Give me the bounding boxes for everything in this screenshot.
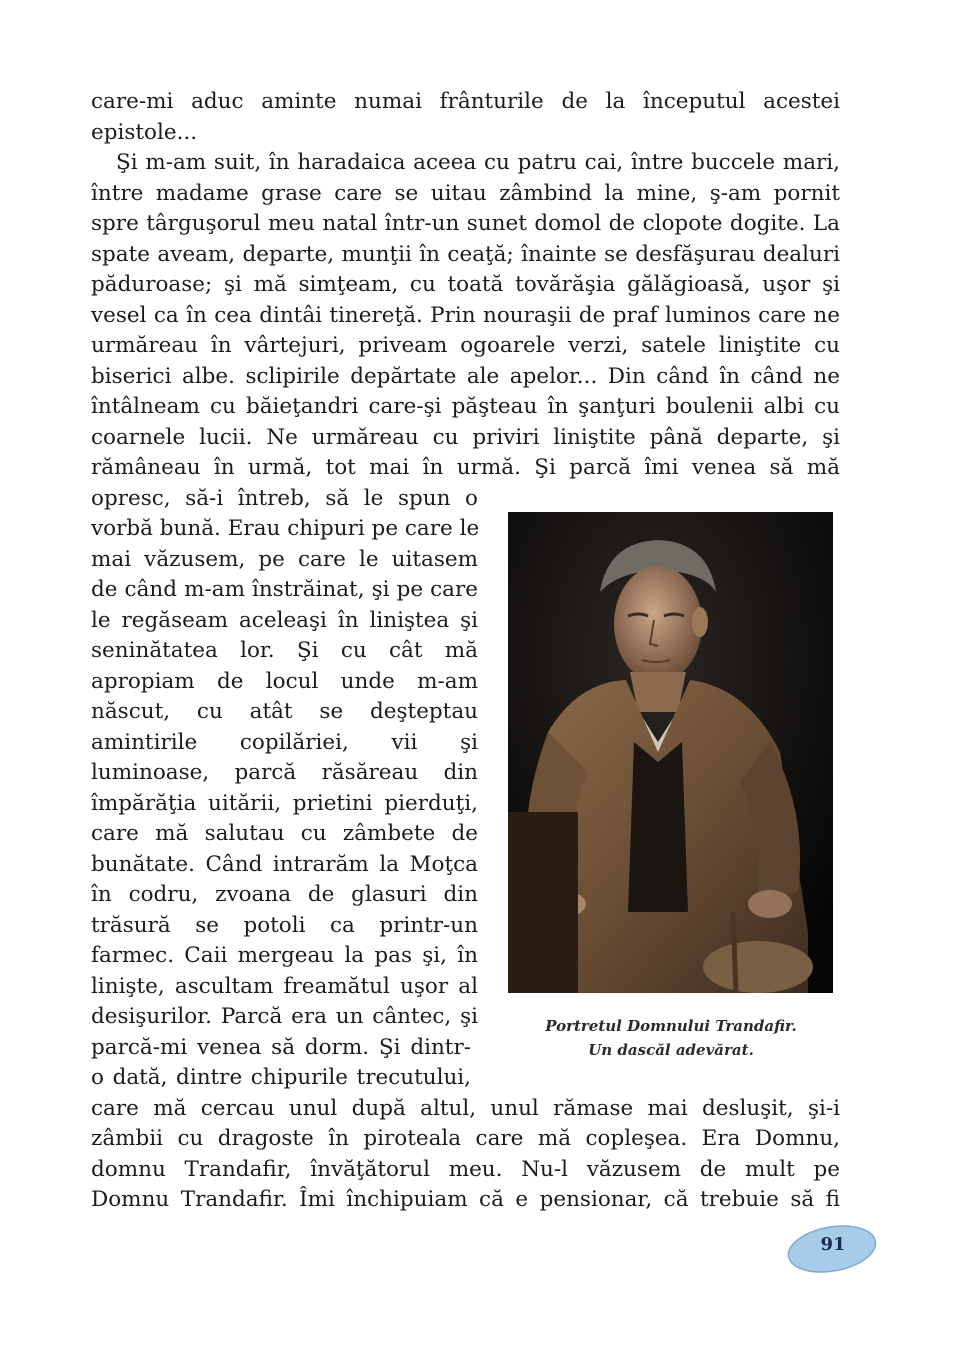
text-line: care-mi aduc aminte numai frânturile de la începutul acestei [91,89,840,114]
text-line: trăsură se potoli ca printr-un [91,913,478,938]
portrait-painting-icon [508,512,833,993]
page-number: 91 [820,1234,846,1255]
text-line: parcă-mi venea să dorm. Şi dintr- [91,1035,471,1060]
caption-line-2: Un dascăl adevărat. [588,1041,754,1059]
text-line: care mă cercau unul după altul, unul rămase mai desluşit, şi-i [91,1096,840,1121]
text-line: de când m-am înstrăinat, şi pe care [91,577,478,602]
text-line: mai văzusem, pe care le uitasem [91,547,478,572]
text-line: spate aveam, departe, munţii în ceaţă; înainte se desfăşurau dealuri [91,242,840,267]
text-line: Domnu Trandafir. Îmi închipuiam că e pensionar, că trebuie să fi [91,1187,840,1212]
text-line: în codru, zvoana de glasuri din [91,882,478,907]
text-line: apropiam de locul unde m-am [91,669,478,694]
text-line: desişurilor. Parcă era un cântec, şi [91,1004,478,1029]
text-line: amintirile copilăriei, vii şi [91,730,478,755]
text-line: împărăţia uitării, prietini pierduţi, [91,791,478,816]
text-line: seninătatea lor. Şi cu cât mă [91,638,478,663]
text-line: spre târguşorul meu natal într-un sunet domol de clopote dogite. La [91,211,840,236]
text-line: farmec. Caii mergeau la pas şi, în [91,943,478,968]
text-line: întâlneam cu băieţandri care-şi păşteau în şanţuri boulenii albi cu [91,394,840,419]
text-line: vesel ca în cea dintâi tinereţă. Prin nouraşii de praf luminos care ne [91,303,840,328]
text-line: rămâneau în urmă, tot mai în urmă. Şi parcă îmi venea să mă [91,455,840,480]
caption-line-1: Portretul Domnului Trandafir. [545,1017,797,1035]
text-line: coarnele lucii. Ne urmăreau cu priviri liniştite până departe, şi [91,425,840,450]
text-line: luminoase, parcă răsăreau din [91,760,478,785]
text-line: născut, cu atât se deşteptau [91,699,478,724]
text-line: între madame grase care se uitau zâmbind la mine, ş-am pornit [91,181,840,206]
text-line: urmăreau în vârtejuri, priveam ogoarele verzi, satele liniştite cu [91,333,840,358]
text-line: Şi m-am suit, în haradaica aceea cu patru cai, între buccele mari, [116,150,840,175]
text-line: biserici albe. sclipirile depărtate ale apelor... Din când în când ne [91,364,840,389]
figure-caption [490,1014,852,1062]
page-number-badge [786,1220,880,1276]
text-line: o dată, dintre chipurile trecutului, [91,1065,471,1090]
text-line: bunătate. Când intrarăm la Moţca [91,852,478,877]
text-line: vorbă bună. Erau chipuri pe care le [91,516,480,541]
text-line: domnu Trandafir, învăţătorul meu. Nu-l văzusem de mult pe [91,1157,840,1182]
text-line: linişte, ascultam freamătul uşor al [91,974,478,999]
text-line: păduroase; şi mă simţeam, cu toată tovărăşia gălăgioasă, uşor şi [91,272,840,297]
text-line: epistole... [91,120,198,145]
text-line: care mă salutau cu zâmbete de [91,821,478,846]
text-line: le regăseam aceleaşi în liniştea şi [91,608,478,633]
text-line: zâmbii cu dragoste în piroteala care mă copleşea. Era Domnu, [91,1126,840,1151]
text-line: opresc, să-i întreb, să le spun o [91,486,478,511]
